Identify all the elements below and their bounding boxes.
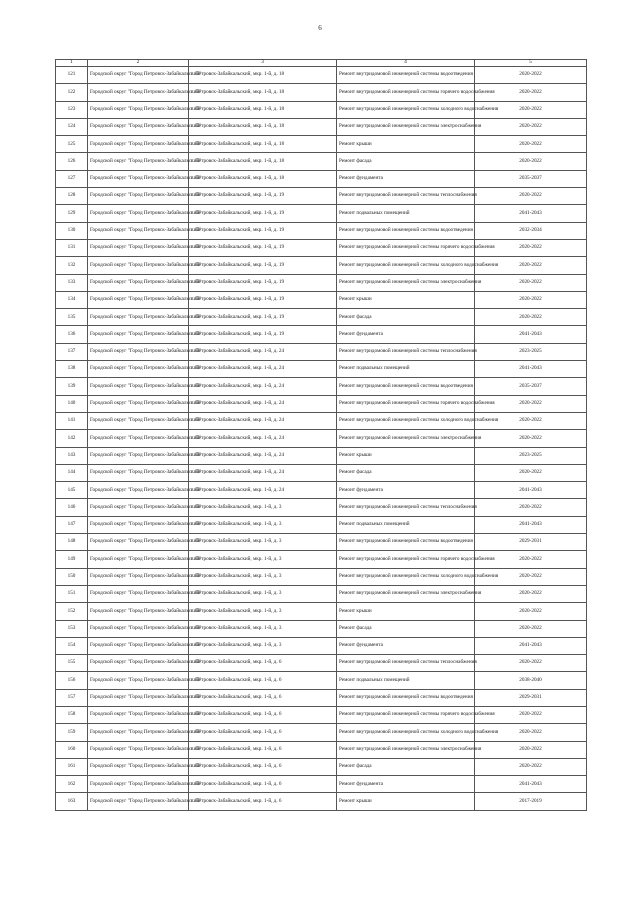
row-number-cell: 135 bbox=[56, 309, 88, 326]
address-cell: г. Петровск-Забайкальский, мкр. 1-й, д. 19 bbox=[189, 257, 337, 274]
address-cell: г. Петровск-Забайкальский, мкр. 1-й, д. 24 bbox=[189, 395, 337, 412]
address-cell: г. Петровск-Забайкальский, мкр. 1-й, д. 18 bbox=[189, 170, 337, 187]
table-row bbox=[56, 724, 587, 741]
work-type-cell: Ремонт внутридомовой инженерной системы теплоснабжения bbox=[337, 499, 475, 516]
address-cell: г. Петровск-Забайкальский, мкр. 1-й, д. 24 bbox=[189, 412, 337, 429]
period-cell: 2020-2022 bbox=[475, 188, 587, 205]
municipality-cell: Городской округ "Город Петровск-Забайкальский" bbox=[88, 776, 189, 793]
municipality-cell: Городской округ "Город Петровск-Забайкальский" bbox=[88, 499, 189, 516]
work-type-cell: Ремонт крыши bbox=[337, 136, 475, 153]
municipality-cell: Городской округ "Город Петровск-Забайкальский" bbox=[88, 257, 189, 274]
period-cell: 2041-2043 bbox=[475, 637, 587, 654]
address-cell: г. Петровск-Забайкальский, мкр. 1-й, д. 19 bbox=[189, 205, 337, 222]
work-type-cell: Ремонт подвальных помещений bbox=[337, 361, 475, 378]
work-type-cell: Ремонт внутридомовой инженерной системы водоотведения bbox=[337, 67, 475, 84]
row-number-cell: 146 bbox=[56, 499, 88, 516]
work-type-cell: Ремонт подвальных помещений bbox=[337, 516, 475, 533]
table-row bbox=[56, 361, 587, 378]
address-cell: г. Петровск-Забайкальский, мкр. 1-й, д. 19 bbox=[189, 309, 337, 326]
period-cell: 2020-2022 bbox=[475, 136, 587, 153]
work-type-cell: Ремонт внутридомовой инженерной системы холодного водоснабжения bbox=[337, 412, 475, 429]
work-type-cell: Ремонт внутридомовой инженерной системы теплоснабжения bbox=[337, 655, 475, 672]
address-cell: г. Петровск-Забайкальский, мкр. 1-й, д. 24 bbox=[189, 482, 337, 499]
period-cell: 2041-2043 bbox=[475, 776, 587, 793]
period-cell: 2029-2031 bbox=[475, 689, 587, 706]
row-number-cell: 159 bbox=[56, 724, 88, 741]
municipality-cell: Городской округ "Город Петровск-Забайкальский" bbox=[88, 447, 189, 464]
address-cell: г. Петровск-Забайкальский, мкр. 1-й, д. 19 bbox=[189, 239, 337, 256]
table-row bbox=[56, 758, 587, 775]
work-type-cell: Ремонт фундамента bbox=[337, 776, 475, 793]
table-row bbox=[56, 551, 587, 568]
period-cell: 2038-2040 bbox=[475, 672, 587, 689]
period-cell: 2020-2022 bbox=[475, 585, 587, 602]
row-number-cell: 140 bbox=[56, 395, 88, 412]
address-cell: г. Петровск-Забайкальский, мкр. 1-й, д. 19 bbox=[189, 326, 337, 343]
table-row bbox=[56, 534, 587, 551]
municipality-cell: Городской округ "Город Петровск-Забайкальский" bbox=[88, 568, 189, 585]
municipality-cell: Городской округ "Город Петровск-Забайкальский" bbox=[88, 672, 189, 689]
row-number-cell: 122 bbox=[56, 84, 88, 101]
municipality-cell: Городской округ "Город Петровск-Забайкальский" bbox=[88, 343, 189, 360]
table-row bbox=[56, 378, 587, 395]
table-row bbox=[56, 430, 587, 447]
address-cell: г. Петровск-Забайкальский, мкр. 1-й, д. 6 bbox=[189, 672, 337, 689]
address-cell: г. Петровск-Забайкальский, мкр. 1-й, д. 19 bbox=[189, 222, 337, 239]
period-cell: 2035-2037 bbox=[475, 378, 587, 395]
municipality-cell: Городской округ "Город Петровск-Забайкальский" bbox=[88, 378, 189, 395]
work-type-cell: Ремонт внутридомовой инженерной системы холодного водоснабжения bbox=[337, 101, 475, 118]
period-cell: 2041-2043 bbox=[475, 516, 587, 533]
table-row bbox=[56, 620, 587, 637]
period-cell: 2020-2022 bbox=[475, 291, 587, 308]
table-row bbox=[56, 274, 587, 291]
row-number-cell: 152 bbox=[56, 603, 88, 620]
address-cell: г. Петровск-Забайкальский, мкр. 1-й, д. 3 bbox=[189, 603, 337, 620]
work-type-cell: Ремонт крыши bbox=[337, 793, 475, 810]
period-cell: 2020-2022 bbox=[475, 430, 587, 447]
municipality-cell: Городской округ "Город Петровск-Забайкальский" bbox=[88, 551, 189, 568]
work-type-cell: Ремонт фундамента bbox=[337, 637, 475, 654]
address-cell: г. Петровск-Забайкальский, мкр. 1-й, д. 6 bbox=[189, 655, 337, 672]
table-row bbox=[56, 568, 587, 585]
municipality-cell: Городской округ "Город Петровск-Забайкальский" bbox=[88, 326, 189, 343]
municipality-cell: Городской округ "Город Петровск-Забайкальский" bbox=[88, 620, 189, 637]
municipality-cell: Городской округ "Город Петровск-Забайкальский" bbox=[88, 136, 189, 153]
address-cell: г. Петровск-Забайкальский, мкр. 1-й, д. 6 bbox=[189, 793, 337, 810]
table-row bbox=[56, 153, 587, 170]
period-cell: 2020-2022 bbox=[475, 101, 587, 118]
table-row bbox=[56, 585, 587, 602]
column-header: 4 bbox=[337, 60, 475, 67]
table-row bbox=[56, 395, 587, 412]
address-cell: г. Петровск-Забайкальский, мкр. 1-й, д. 24 bbox=[189, 343, 337, 360]
municipality-cell: Городской округ "Город Петровск-Забайкальский" bbox=[88, 706, 189, 723]
work-type-cell: Ремонт внутридомовой инженерной системы электроснабжения bbox=[337, 585, 475, 602]
period-cell: 2041-2043 bbox=[475, 482, 587, 499]
table-row bbox=[56, 793, 587, 810]
table-row bbox=[56, 741, 587, 758]
municipality-cell: Городской округ "Город Петровск-Забайкальский" bbox=[88, 395, 189, 412]
period-cell: 2020-2022 bbox=[475, 499, 587, 516]
column-header: 1 bbox=[56, 60, 88, 67]
address-cell: г. Петровск-Забайкальский, мкр. 1-й, д. 3 bbox=[189, 499, 337, 516]
municipality-cell: Городской округ "Город Петровск-Забайкальский" bbox=[88, 361, 189, 378]
period-cell: 2020-2022 bbox=[475, 67, 587, 84]
table-row bbox=[56, 309, 587, 326]
row-number-cell: 161 bbox=[56, 758, 88, 775]
row-number-cell: 132 bbox=[56, 257, 88, 274]
municipality-cell: Городской округ "Город Петровск-Забайкальский" bbox=[88, 118, 189, 135]
row-number-cell: 131 bbox=[56, 239, 88, 256]
period-cell: 2020-2022 bbox=[475, 758, 587, 775]
period-cell: 2020-2022 bbox=[475, 551, 587, 568]
period-cell: 2020-2022 bbox=[475, 724, 587, 741]
row-number-cell: 125 bbox=[56, 136, 88, 153]
row-number-cell: 157 bbox=[56, 689, 88, 706]
municipality-cell: Городской округ "Город Петровск-Забайкальский" bbox=[88, 464, 189, 481]
period-cell: 2020-2022 bbox=[475, 239, 587, 256]
repair-schedule-table bbox=[55, 59, 587, 811]
table-row bbox=[56, 655, 587, 672]
period-cell: 2020-2022 bbox=[475, 706, 587, 723]
row-number-cell: 145 bbox=[56, 482, 88, 499]
address-cell: г. Петровск-Забайкальский, мкр. 1-й, д. 19 bbox=[189, 188, 337, 205]
period-cell: 2023-2025 bbox=[475, 447, 587, 464]
period-cell: 2020-2022 bbox=[475, 412, 587, 429]
municipality-cell: Городской округ "Город Петровск-Забайкальский" bbox=[88, 603, 189, 620]
work-type-cell: Ремонт фундамента bbox=[337, 326, 475, 343]
work-type-cell: Ремонт внутридомовой инженерной системы водоотведения bbox=[337, 378, 475, 395]
row-number-cell: 143 bbox=[56, 447, 88, 464]
work-type-cell: Ремонт внутридомовой инженерной системы электроснабжения bbox=[337, 118, 475, 135]
table-row bbox=[56, 136, 587, 153]
column-header: 5 bbox=[475, 60, 587, 67]
row-number-cell: 160 bbox=[56, 741, 88, 758]
municipality-cell: Городской округ "Город Петровск-Забайкальский" bbox=[88, 188, 189, 205]
period-cell: 2020-2022 bbox=[475, 568, 587, 585]
period-cell: 2041-2043 bbox=[475, 205, 587, 222]
period-cell: 2020-2022 bbox=[475, 257, 587, 274]
row-number-cell: 127 bbox=[56, 170, 88, 187]
municipality-cell: Городской округ "Город Петровск-Забайкальский" bbox=[88, 637, 189, 654]
municipality-cell: Городской округ "Город Петровск-Забайкальский" bbox=[88, 724, 189, 741]
table-row bbox=[56, 412, 587, 429]
work-type-cell: Ремонт подвальных помещений bbox=[337, 205, 475, 222]
address-cell: г. Петровск-Забайкальский, мкр. 1-й, д. 24 bbox=[189, 447, 337, 464]
address-cell: г. Петровск-Забайкальский, мкр. 1-й, д. 3 bbox=[189, 585, 337, 602]
row-number-cell: 151 bbox=[56, 585, 88, 602]
work-type-cell: Ремонт внутридомовой инженерной системы холодного водоснабжения bbox=[337, 568, 475, 585]
row-number-cell: 154 bbox=[56, 637, 88, 654]
row-number-cell: 126 bbox=[56, 153, 88, 170]
address-cell: г. Петровск-Забайкальский, мкр. 1-й, д. 18 bbox=[189, 67, 337, 84]
table-row bbox=[56, 326, 587, 343]
municipality-cell: Городской округ "Город Петровск-Забайкальский" bbox=[88, 741, 189, 758]
period-cell: 2041-2043 bbox=[475, 361, 587, 378]
address-cell: г. Петровск-Забайкальский, мкр. 1-й, д. 6 bbox=[189, 758, 337, 775]
address-cell: г. Петровск-Забайкальский, мкр. 1-й, д. 19 bbox=[189, 291, 337, 308]
municipality-cell: Городской округ "Город Петровск-Забайкальский" bbox=[88, 655, 189, 672]
work-type-cell: Ремонт внутридомовой инженерной системы горячего водоснабжения bbox=[337, 84, 475, 101]
column-header: 3 bbox=[189, 60, 337, 67]
row-number-cell: 139 bbox=[56, 378, 88, 395]
table-row bbox=[56, 672, 587, 689]
row-number-cell: 162 bbox=[56, 776, 88, 793]
table-row bbox=[56, 170, 587, 187]
work-type-cell: Ремонт крыши bbox=[337, 603, 475, 620]
municipality-cell: Городской округ "Город Петровск-Забайкальский" bbox=[88, 274, 189, 291]
address-cell: г. Петровск-Забайкальский, мкр. 1-й, д. 3 bbox=[189, 568, 337, 585]
page-number: 6 bbox=[318, 24, 322, 32]
address-cell: г. Петровск-Забайкальский, мкр. 1-й, д. 18 bbox=[189, 136, 337, 153]
row-number-cell: 136 bbox=[56, 326, 88, 343]
row-number-cell: 123 bbox=[56, 101, 88, 118]
period-cell: 2023-2025 bbox=[475, 343, 587, 360]
address-cell: г. Петровск-Забайкальский, мкр. 1-й, д. 6 bbox=[189, 776, 337, 793]
municipality-cell: Городской округ "Город Петровск-Забайкальский" bbox=[88, 309, 189, 326]
address-cell: г. Петровск-Забайкальский, мкр. 1-й, д. 6 bbox=[189, 689, 337, 706]
work-type-cell: Ремонт подвальных помещений bbox=[337, 672, 475, 689]
municipality-cell: Городской округ "Город Петровск-Забайкальский" bbox=[88, 585, 189, 602]
table-row bbox=[56, 499, 587, 516]
municipality-cell: Городской округ "Город Петровск-Забайкальский" bbox=[88, 689, 189, 706]
table-header-row bbox=[56, 60, 587, 67]
table-row bbox=[56, 291, 587, 308]
address-cell: г. Петровск-Забайкальский, мкр. 1-й, д. 18 bbox=[189, 84, 337, 101]
row-number-cell: 147 bbox=[56, 516, 88, 533]
municipality-cell: Городской округ "Город Петровск-Забайкальский" bbox=[88, 205, 189, 222]
table-row bbox=[56, 637, 587, 654]
work-type-cell: Ремонт внутридомовой инженерной системы горячего водоснабжения bbox=[337, 551, 475, 568]
municipality-cell: Городской округ "Город Петровск-Забайкальский" bbox=[88, 67, 189, 84]
row-number-cell: 124 bbox=[56, 118, 88, 135]
row-number-cell: 149 bbox=[56, 551, 88, 568]
municipality-cell: Городской округ "Город Петровск-Забайкальский" bbox=[88, 222, 189, 239]
work-type-cell: Ремонт внутридомовой инженерной системы теплоснабжения bbox=[337, 343, 475, 360]
municipality-cell: Городской округ "Город Петровск-Забайкальский" bbox=[88, 291, 189, 308]
work-type-cell: Ремонт внутридомовой инженерной системы электроснабжения bbox=[337, 274, 475, 291]
period-cell: 2020-2022 bbox=[475, 274, 587, 291]
period-cell: 2035-2037 bbox=[475, 170, 587, 187]
address-cell: г. Петровск-Забайкальский, мкр. 1-й, д. 3 bbox=[189, 637, 337, 654]
work-type-cell: Ремонт внутридомовой инженерной системы горячего водоснабжения bbox=[337, 239, 475, 256]
address-cell: г. Петровск-Забайкальский, мкр. 1-й, д. 24 bbox=[189, 378, 337, 395]
municipality-cell: Городской округ "Город Петровск-Забайкальский" bbox=[88, 758, 189, 775]
period-cell: 2029-2031 bbox=[475, 534, 587, 551]
period-cell: 2020-2022 bbox=[475, 84, 587, 101]
table-row bbox=[56, 447, 587, 464]
work-type-cell: Ремонт внутридомовой инженерной системы горячего водоснабжения bbox=[337, 395, 475, 412]
table-row bbox=[56, 516, 587, 533]
table-row bbox=[56, 188, 587, 205]
municipality-cell: Городской округ "Город Петровск-Забайкальский" bbox=[88, 84, 189, 101]
period-cell: 2020-2022 bbox=[475, 309, 587, 326]
period-cell: 2020-2022 bbox=[475, 464, 587, 481]
row-number-cell: 121 bbox=[56, 67, 88, 84]
table-row bbox=[56, 464, 587, 481]
column-header: 2 bbox=[88, 60, 189, 67]
address-cell: г. Петровск-Забайкальский, мкр. 1-й, д. 6 bbox=[189, 741, 337, 758]
row-number-cell: 142 bbox=[56, 430, 88, 447]
work-type-cell: Ремонт внутридомовой инженерной системы водоотведения bbox=[337, 534, 475, 551]
table-row bbox=[56, 343, 587, 360]
table-row bbox=[56, 222, 587, 239]
table-row bbox=[56, 706, 587, 723]
table-row bbox=[56, 239, 587, 256]
municipality-cell: Городской округ "Город Петровск-Забайкальский" bbox=[88, 430, 189, 447]
row-number-cell: 144 bbox=[56, 464, 88, 481]
period-cell: 2020-2022 bbox=[475, 153, 587, 170]
municipality-cell: Городской округ "Город Петровск-Забайкальский" bbox=[88, 153, 189, 170]
work-type-cell: Ремонт фасада bbox=[337, 620, 475, 637]
table-row bbox=[56, 101, 587, 118]
row-number-cell: 141 bbox=[56, 412, 88, 429]
row-number-cell: 133 bbox=[56, 274, 88, 291]
address-cell: г. Петровск-Забайкальский, мкр. 1-й, д. 19 bbox=[189, 274, 337, 291]
period-cell: 2020-2022 bbox=[475, 741, 587, 758]
address-cell: г. Петровск-Забайкальский, мкр. 1-й, д. 3 bbox=[189, 551, 337, 568]
row-number-cell: 134 bbox=[56, 291, 88, 308]
row-number-cell: 156 bbox=[56, 672, 88, 689]
row-number-cell: 129 bbox=[56, 205, 88, 222]
municipality-cell: Городской округ "Город Петровск-Забайкальский" bbox=[88, 101, 189, 118]
period-cell: 2032-2034 bbox=[475, 222, 587, 239]
period-cell: 2020-2022 bbox=[475, 118, 587, 135]
work-type-cell: Ремонт крыши bbox=[337, 291, 475, 308]
municipality-cell: Городской округ "Город Петровск-Забайкальский" bbox=[88, 170, 189, 187]
work-type-cell: Ремонт фасада bbox=[337, 309, 475, 326]
period-cell: 2017-2019 bbox=[475, 793, 587, 810]
address-cell: г. Петровск-Забайкальский, мкр. 1-й, д. 18 bbox=[189, 118, 337, 135]
municipality-cell: Городской округ "Город Петровск-Забайкальский" bbox=[88, 239, 189, 256]
row-number-cell: 153 bbox=[56, 620, 88, 637]
address-cell: г. Петровск-Забайкальский, мкр. 1-й, д. 3 bbox=[189, 516, 337, 533]
period-cell: 2020-2022 bbox=[475, 395, 587, 412]
municipality-cell: Городской округ "Город Петровск-Забайкальский" bbox=[88, 516, 189, 533]
address-cell: г. Петровск-Забайкальский, мкр. 1-й, д. 18 bbox=[189, 153, 337, 170]
row-number-cell: 138 bbox=[56, 361, 88, 378]
work-type-cell: Ремонт фасада bbox=[337, 464, 475, 481]
work-type-cell: Ремонт крыши bbox=[337, 447, 475, 464]
municipality-cell: Городской округ "Город Петровск-Забайкальский" bbox=[88, 482, 189, 499]
row-number-cell: 163 bbox=[56, 793, 88, 810]
table-row bbox=[56, 603, 587, 620]
table-row bbox=[56, 84, 587, 101]
row-number-cell: 150 bbox=[56, 568, 88, 585]
work-type-cell: Ремонт внутридомовой инженерной системы водоотведения bbox=[337, 689, 475, 706]
table-row bbox=[56, 776, 587, 793]
table-row bbox=[56, 482, 587, 499]
work-type-cell: Ремонт внутридомовой инженерной системы горячего водоснабжения bbox=[337, 706, 475, 723]
address-cell: г. Петровск-Забайкальский, мкр. 1-й, д. 18 bbox=[189, 101, 337, 118]
work-type-cell: Ремонт фундамента bbox=[337, 482, 475, 499]
address-cell: г. Петровск-Забайкальский, мкр. 1-й, д. 3 bbox=[189, 620, 337, 637]
work-type-cell: Ремонт внутридомовой инженерной системы холодного водоснабжения bbox=[337, 257, 475, 274]
table-row bbox=[56, 689, 587, 706]
row-number-cell: 158 bbox=[56, 706, 88, 723]
period-cell: 2041-2043 bbox=[475, 326, 587, 343]
address-cell: г. Петровск-Забайкальский, мкр. 1-й, д. 24 bbox=[189, 361, 337, 378]
address-cell: г. Петровск-Забайкальский, мкр. 1-й, д. 3 bbox=[189, 534, 337, 551]
address-cell: г. Петровск-Забайкальский, мкр. 1-й, д. 24 bbox=[189, 464, 337, 481]
work-type-cell: Ремонт фундамента bbox=[337, 170, 475, 187]
work-type-cell: Ремонт внутридомовой инженерной системы холодного водоснабжения bbox=[337, 724, 475, 741]
work-type-cell: Ремонт внутридомовой инженерной системы водоотведения bbox=[337, 222, 475, 239]
work-type-cell: Ремонт фасада bbox=[337, 153, 475, 170]
period-cell: 2020-2022 bbox=[475, 655, 587, 672]
table-row bbox=[56, 205, 587, 222]
table-row bbox=[56, 257, 587, 274]
address-cell: г. Петровск-Забайкальский, мкр. 1-й, д. 6 bbox=[189, 706, 337, 723]
address-cell: г. Петровск-Забайкальский, мкр. 1-й, д. 6 bbox=[189, 724, 337, 741]
work-type-cell: Ремонт внутридомовой инженерной системы электроснабжения bbox=[337, 430, 475, 447]
period-cell: 2020-2022 bbox=[475, 603, 587, 620]
work-type-cell: Ремонт внутридомовой инженерной системы теплоснабжения bbox=[337, 188, 475, 205]
municipality-cell: Городской округ "Город Петровск-Забайкальский" bbox=[88, 534, 189, 551]
municipality-cell: Городской округ "Город Петровск-Забайкальский" bbox=[88, 793, 189, 810]
row-number-cell: 155 bbox=[56, 655, 88, 672]
row-number-cell: 128 bbox=[56, 188, 88, 205]
row-number-cell: 130 bbox=[56, 222, 88, 239]
period-cell: 2020-2022 bbox=[475, 620, 587, 637]
address-cell: г. Петровск-Забайкальский, мкр. 1-й, д. 24 bbox=[189, 430, 337, 447]
work-type-cell: Ремонт фасада bbox=[337, 758, 475, 775]
table-row bbox=[56, 67, 587, 84]
row-number-cell: 137 bbox=[56, 343, 88, 360]
table-row bbox=[56, 118, 587, 135]
work-type-cell: Ремонт внутридомовой инженерной системы электроснабжения bbox=[337, 741, 475, 758]
row-number-cell: 148 bbox=[56, 534, 88, 551]
municipality-cell: Городской округ "Город Петровск-Забайкальский" bbox=[88, 412, 189, 429]
